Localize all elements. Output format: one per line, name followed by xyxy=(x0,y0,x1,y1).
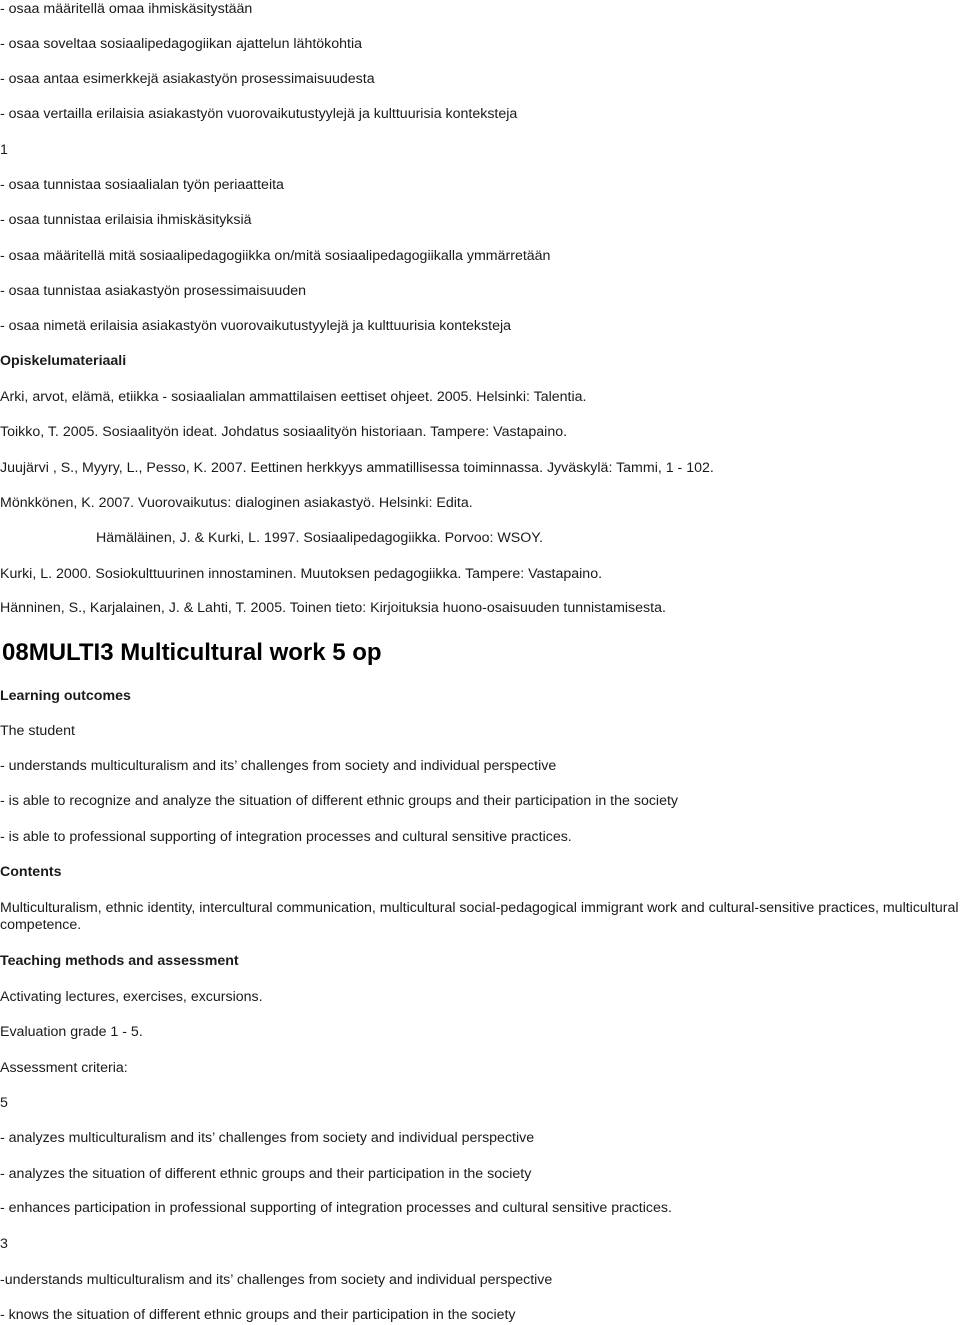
material-reference: Arki, arvot, elämä, etiikka - sosiaalialan ammattilaisen eettiset ohjeet. 2005. Helsinki: Talentia. xyxy=(0,389,587,405)
materials-heading: Opiskelumateriaali xyxy=(0,353,127,369)
grade-5-criterion: - enhances participation in professional supporting of integration processes and cultural sensitive practices. xyxy=(0,1200,672,1216)
evaluation-text: Evaluation grade 1 - 5. xyxy=(0,1024,143,1040)
material-reference: Mönkkönen, K. 2007. Vuorovaikutus: dialoginen asiakastyö. Helsinki: Edita. xyxy=(0,495,473,511)
fi-outcome-item: - osaa vertailla erilaisia asiakastyön vuorovaikutustyylejä ja kulttuurisia konteksteja xyxy=(0,106,518,122)
material-reference: Juujärvi , S., Myyry, L., Pesso, K. 2007. Eettinen herkkyys ammatillisessa toiminnassa. Jyväskylä: Tammi, 1 - 102. xyxy=(0,460,714,476)
fi-outcome-grade1-item: - osaa määritellä mitä sosiaalipedagogiikka on/mitä sosiaalipedagogiikalla ymmärretään xyxy=(0,248,551,264)
grade-3-criterion: - knows the situation of different ethnic groups and their participation in the society xyxy=(0,1307,516,1323)
learning-outcome-item: - understands multiculturalism and its’ challenges from society and individual perspective xyxy=(0,758,557,774)
grade-5-label: 5 xyxy=(0,1095,8,1111)
learning-outcome-item: - is able to recognize and analyze the situation of different ethnic groups and their participation in the society xyxy=(0,793,679,809)
fi-outcome-item: - osaa soveltaa sosiaalipedagogiikan ajattelun lähtökohtia xyxy=(0,36,363,52)
grade-1-label: 1 xyxy=(0,142,8,158)
course-title: 08MULTI3 Multicultural work 5 op xyxy=(2,639,382,666)
material-reference: Toikko, T. 2005. Sosiaalityön ideat. Johdatus sosiaalityön historiaan. Tampere: Vastapaino. xyxy=(0,424,568,440)
fi-outcome-item: - osaa määritellä omaa ihmiskäsitystään xyxy=(0,1,253,17)
fi-outcome-grade1-item: - osaa tunnistaa sosiaalialan työn periaatteita xyxy=(0,177,284,193)
fi-outcome-grade1-item: - osaa tunnistaa asiakastyön prosessimaisuuden xyxy=(0,283,306,299)
grade-3-label: 3 xyxy=(0,1236,8,1252)
fi-outcome-item: - osaa antaa esimerkkejä asiakastyön prosessimaisuudesta xyxy=(0,71,375,87)
grade-5-criterion: - analyzes the situation of different ethnic groups and their participation in the society xyxy=(0,1166,532,1182)
assessment-criteria-label: Assessment criteria: xyxy=(0,1060,128,1076)
contents-text: Multiculturalism, ethnic identity, intercultural communication, multicultural social-pedagogical immigrant work and cultural-sensitive practices, multicultural competence. xyxy=(0,900,959,933)
material-reference: Hänninen, S., Karjalainen, J. & Lahti, T. 2005. Toinen tieto: Kirjoituksia huono-osaisuuden tunnistamisesta. xyxy=(0,600,666,616)
material-reference: Kurki, L. 2000. Sosiokulttuurinen innostaminen. Muutoksen pedagogiikka. Tampere: Vastapaino. xyxy=(0,566,603,582)
learning-outcome-item: - is able to professional supporting of integration processes and cultural sensitive practices. xyxy=(0,829,572,845)
grade-5-criterion: - analyzes multiculturalism and its’ challenges from society and individual perspective xyxy=(0,1130,535,1146)
teaching-heading: Teaching methods and assessment xyxy=(0,953,239,969)
fi-outcome-grade1-item: - osaa tunnistaa erilaisia ihmiskäsityksiä xyxy=(0,212,252,228)
material-reference: Hämäläinen, J. & Kurki, L. 1997. Sosiaalipedagogiikka. Porvoo: WSOY. xyxy=(96,530,543,546)
teaching-text: Activating lectures, exercises, excursions. xyxy=(0,989,263,1005)
learning-outcomes-heading: Learning outcomes xyxy=(0,688,131,704)
grade-3-criterion: -understands multiculturalism and its’ challenges from society and individual perspective xyxy=(0,1272,553,1288)
contents-heading: Contents xyxy=(0,864,62,880)
the-student-label: The student xyxy=(0,723,75,739)
fi-outcome-grade1-item: - osaa nimetä erilaisia asiakastyön vuorovaikutustyylejä ja kulttuurisia konteksteja xyxy=(0,318,511,334)
